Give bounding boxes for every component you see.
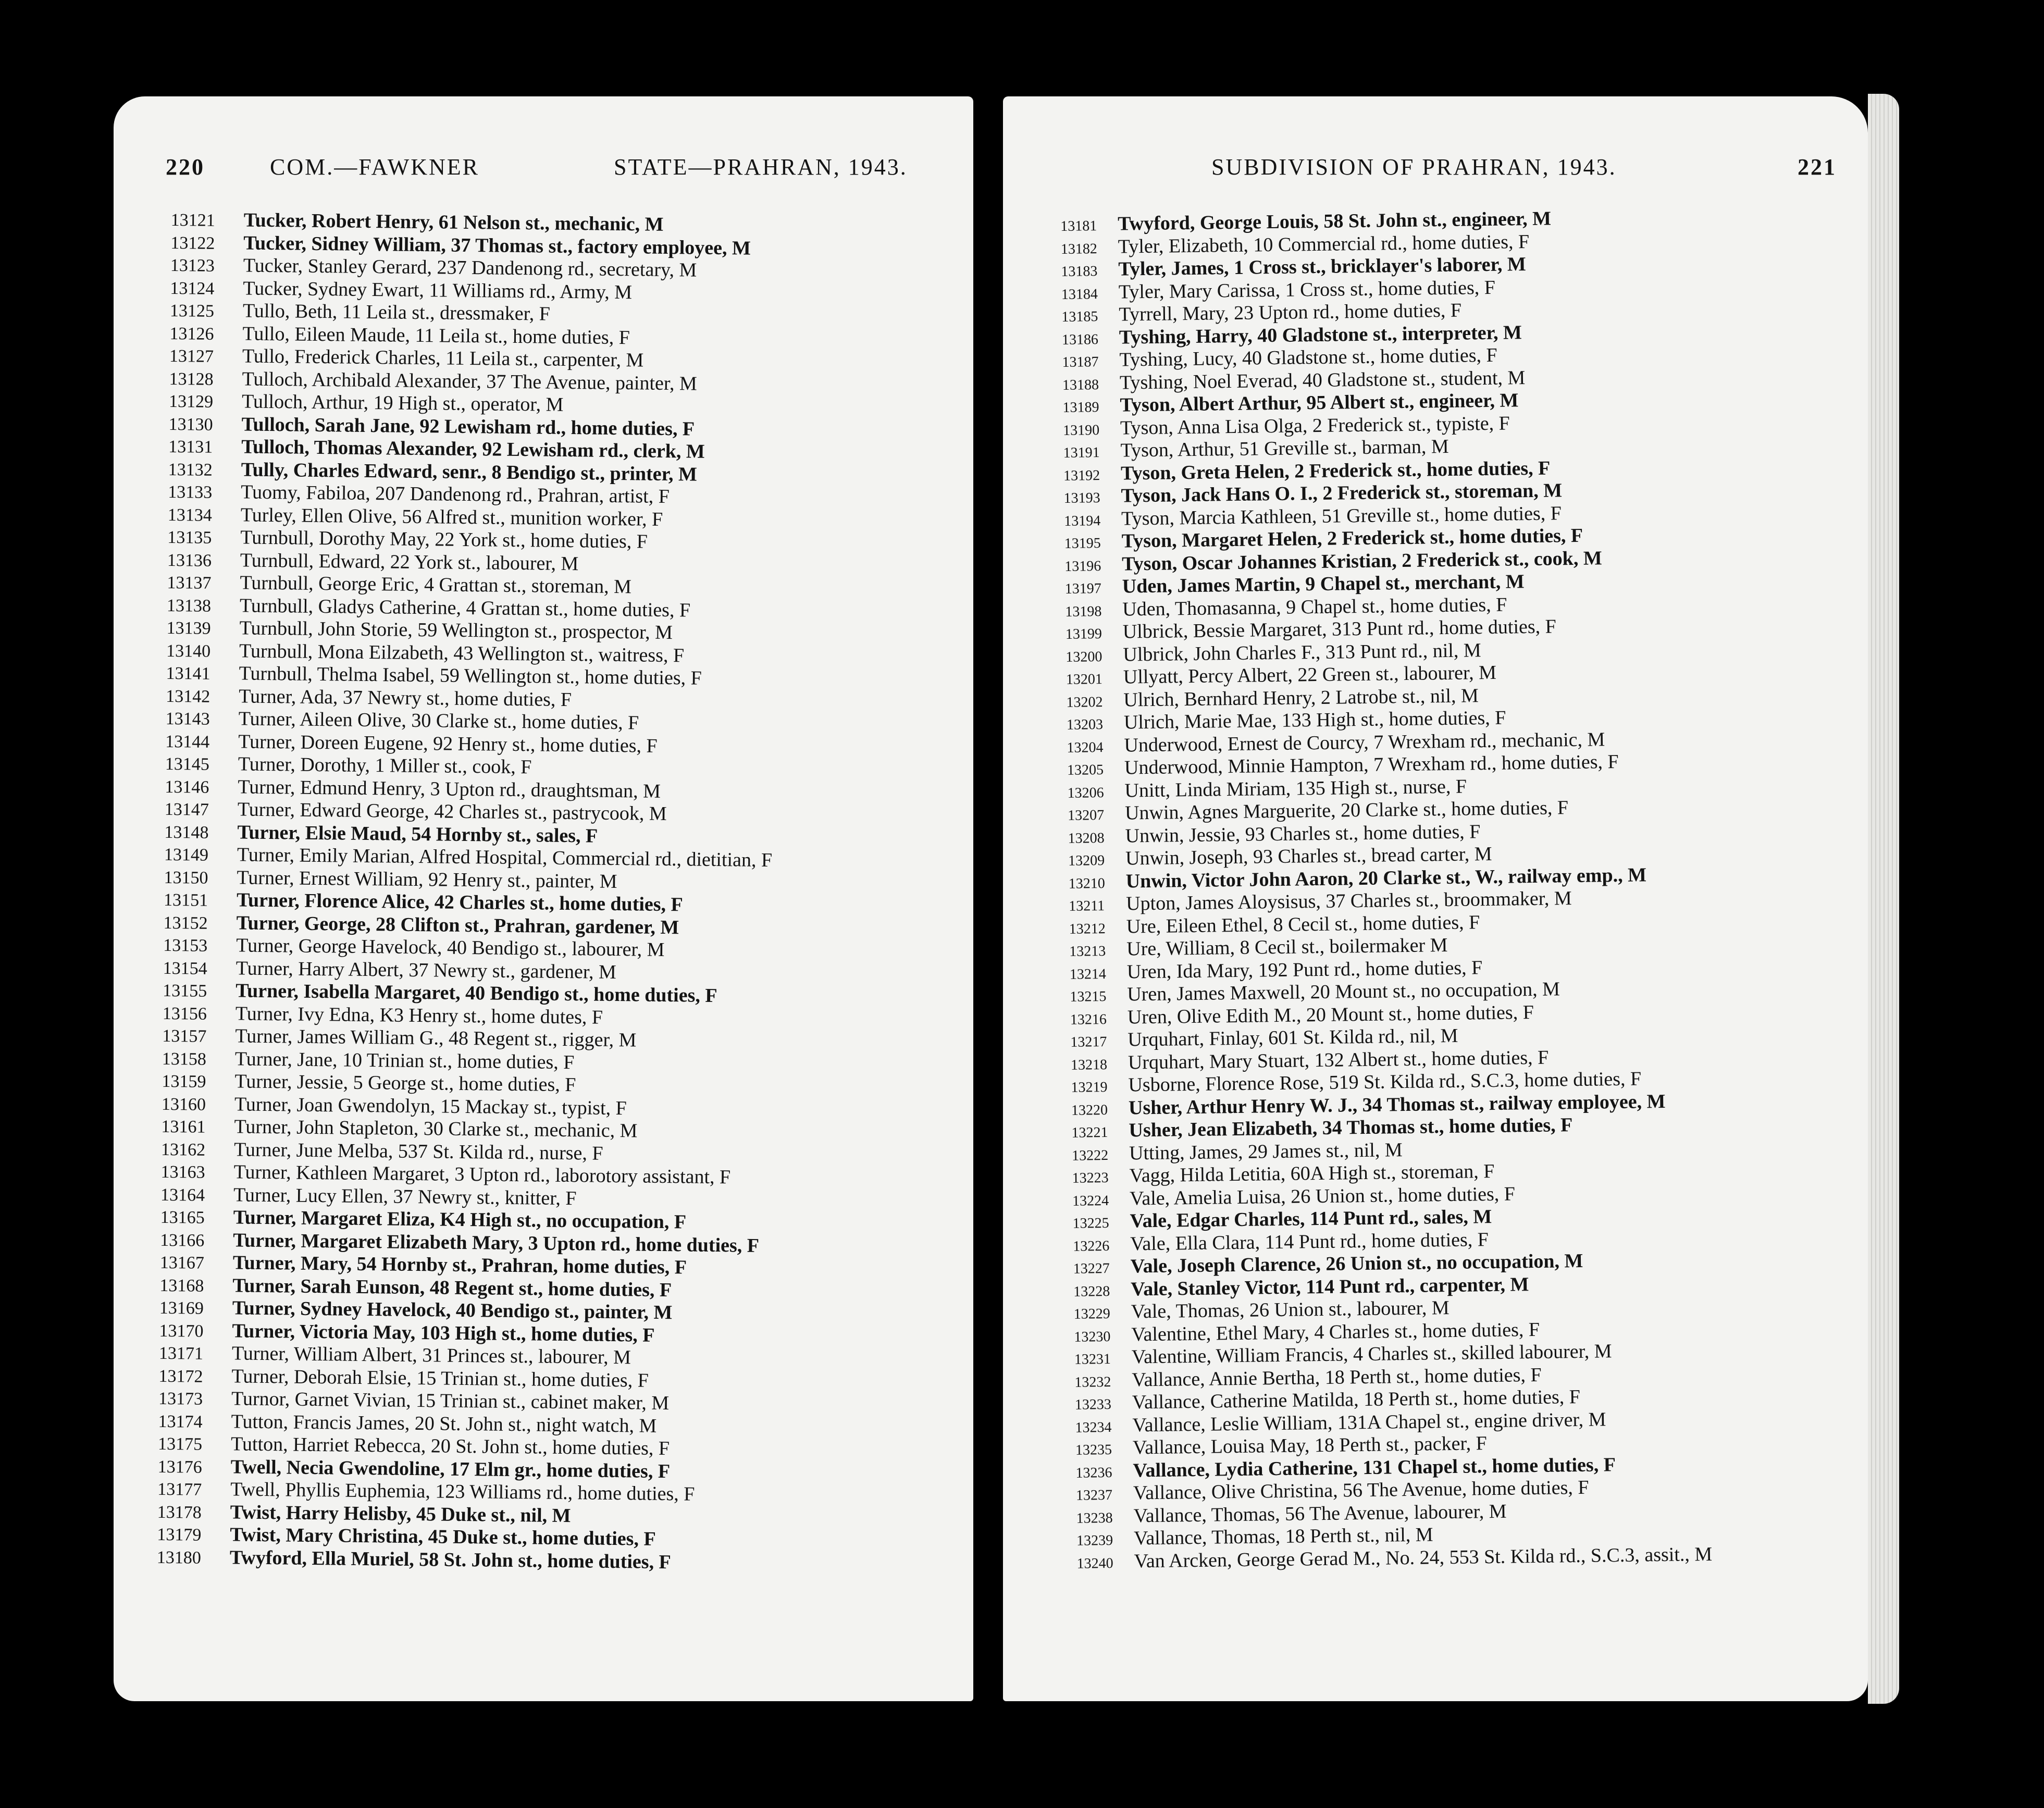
entry-text: Tyson, Margaret Helen, 2 Frederick st., home duties, F [1121, 524, 1583, 552]
entry-number: 13171 [158, 1343, 204, 1364]
entry-text: Vallance, Annie Bertha, 18 Perth st., home duties, F [1132, 1364, 1542, 1391]
entry-text: Tyson, Jack Hans O. I., 2 Frederick st., storeman, M [1121, 479, 1563, 507]
entry-text: Vallance, Louisa May, 18 Perth st., packer, F [1132, 1432, 1487, 1459]
entry-number: 13143 [165, 709, 210, 729]
entry-number: 13195 [1064, 535, 1101, 552]
entry-number: 13176 [157, 1457, 202, 1477]
entry-number: 13144 [165, 732, 210, 752]
entry-text: Uren, James Maxwell, 20 Mount st., no occupation, M [1127, 978, 1560, 1006]
entry-number: 13221 [1071, 1124, 1108, 1141]
entry-text: Twist, Harry Helisby, 45 Duke st., nil, M [230, 1501, 571, 1527]
entry-number: 13188 [1062, 376, 1099, 393]
entry-number: 13142 [166, 686, 210, 707]
entry-number: 13205 [1067, 762, 1104, 778]
entry-text: Turnbull, Edward, 22 York st., labourer, M [240, 549, 579, 575]
left-entry-list [157, 208, 958, 1577]
entry-text: Ulbrick, Bessie Margaret, 313 Punt rd., home duties, F [1122, 615, 1557, 643]
entry-text: Ulrich, Bernhard Henry, 2 Latrobe st., nil, M [1123, 684, 1479, 711]
entry-number: 13228 [1073, 1283, 1110, 1300]
entry-number: 13138 [166, 596, 212, 616]
entry-text: Urquhart, Finlay, 601 St. Kilda rd., nil, M [1128, 1024, 1458, 1051]
entry-number: 13158 [162, 1049, 207, 1069]
entry-text: Turner, Lucy Ellen, 37 Newry st., knitter, F [233, 1183, 577, 1209]
entry-text: Ulrich, Marie Mae, 133 High st., home duties, F [1123, 707, 1506, 734]
entry-text: Unwin, Agnes Marguerite, 20 Clarke st., home duties, F [1124, 797, 1569, 824]
entry-text: Tucker, Robert Henry, 61 Nelson st., mechanic, M [243, 209, 664, 236]
entry-number: 13236 [1075, 1464, 1112, 1481]
entry-text: Tyrrell, Mary, 23 Upton rd., home duties, F [1119, 299, 1462, 326]
entry-text: Tyshing, Harry, 40 Gladstone st., interpreter, M [1119, 321, 1522, 349]
left-page-number: 220 [166, 154, 205, 180]
entry-text: Tucker, Stanley Gerard, 237 Dandenong rd., secretary, M [243, 254, 697, 281]
entry-text: Van Arcken, George Gerad M., No. 24, 553 St. Kilda rd., S.C.3, assit., M [1134, 1543, 1713, 1572]
entry-text: Utting, James, 29 James st., nil, M [1129, 1138, 1403, 1165]
entry-text: Vallance, Catherine Matilda, 18 Perth st., home duties, F [1132, 1385, 1581, 1414]
entry-number: 13222 [1071, 1147, 1109, 1164]
entry-number: 13157 [162, 1026, 207, 1046]
entry-number: 13128 [169, 369, 214, 389]
entry-text: Vallance, Lydia Catherine, 131 Chapel st., home duties, F [1133, 1453, 1616, 1481]
entry-text: Upton, James Aloysisus, 37 Charles st., broommaker, M [1125, 887, 1572, 915]
entry-text: Turner, John Stapleton, 30 Clarke st., mechanic, M [234, 1116, 638, 1142]
entry-text: Twell, Necia Gwendoline, 17 Elm gr., home duties, F [230, 1455, 671, 1482]
entry-text: Turner, Isabella Margaret, 40 Bendigo st., home duties, F [236, 980, 717, 1007]
entry-text: Turner, Florence Alice, 42 Charles st., home duties, F [236, 889, 683, 916]
entry-number: 13229 [1073, 1305, 1110, 1322]
entry-number: 13193 [1063, 490, 1100, 506]
entry-number: 13231 [1074, 1351, 1111, 1368]
entry-number: 13139 [166, 618, 211, 638]
entry-number: 13224 [1072, 1192, 1109, 1209]
entry-text: Turner, Edmund Henry, 3 Upton rd., draughtsman, M [238, 775, 661, 802]
entry-text: Uden, James Martin, 9 Chapel st., merchant, M [1122, 571, 1525, 598]
entry-text: Tucker, Sydney Ewart, 11 Williams rd., Army, M [243, 277, 633, 303]
entry-text: Unwin, Victor John Aaron, 20 Clarke st., W., railway emp., M [1125, 863, 1647, 893]
entry-number: 13150 [164, 868, 208, 888]
entry-number: 13163 [160, 1162, 205, 1182]
entry-text: Ure, William, 8 Cecil st., boilermaker M [1126, 934, 1448, 960]
entry-text: Ulbrick, John Charles F., 313 Punt rd., nil, M [1123, 639, 1481, 666]
entry-text: Vale, Joseph Clarence, 26 Union st., no occupation, M [1130, 1249, 1583, 1278]
entry-text: Tyler, James, 1 Cross st., bricklayer's laborer, M [1118, 253, 1526, 280]
entry-number: 13170 [159, 1321, 204, 1341]
entry-text: Turner, Sydney Havelock, 40 Bendigo st., painter, M [232, 1297, 673, 1324]
entry-number: 13213 [1069, 943, 1106, 960]
entry-number: 13181 [1060, 218, 1097, 234]
entry-number: 13190 [1062, 422, 1100, 439]
entry-number: 13131 [168, 437, 213, 457]
entry-text: Tucker, Sidney William, 37 Thomas st., factory employee, M [243, 231, 751, 259]
entry-text: Vale, Amelia Luisa, 26 Union st., home duties, F [1129, 1182, 1516, 1210]
entry-number: 13218 [1070, 1056, 1108, 1073]
entry-text: Turley, Ellen Olive, 56 Alfred st., munition worker, F [240, 503, 663, 530]
entry-number: 13200 [1066, 648, 1102, 665]
entry-text: Twist, Mary Christina, 45 Duke st., home duties, F [230, 1524, 656, 1550]
entry-text: Tyshing, Lucy, 40 Gladstone st., home duties, F [1119, 344, 1497, 371]
entry-text: Turner, Aileen Olive, 30 Clarke st., home duties, F [238, 708, 639, 734]
entry-text: Turner, Ada, 37 Newry st., home duties, F [238, 685, 572, 711]
entry-text: Underwood, Minnie Hampton, 7 Wrexham rd., home duties, F [1124, 750, 1619, 779]
entry-text: Turner, Joan Gwendolyn, 15 Mackay st., typist, F [234, 1093, 627, 1119]
entry-number: 13206 [1067, 784, 1104, 801]
entry-number: 13238 [1076, 1509, 1113, 1527]
entry-text: Turner, James William G., 48 Regent st., rigger, M [235, 1025, 637, 1051]
entry-text: Tutton, Francis James, 20 St. John st., night watch, M [231, 1410, 657, 1437]
entry-text: Turner, Deborah Elsie, 15 Trinian st., home duties, F [231, 1365, 649, 1392]
right-page-header [1055, 154, 1837, 185]
entry-number: 13166 [160, 1230, 205, 1250]
entry-text: Valentine, Ethel Mary, 4 Charles st., home duties, F [1131, 1318, 1540, 1345]
entry-text: Tyshing, Noel Everad, 40 Gladstone st., student, M [1119, 366, 1526, 394]
entry-number: 13178 [157, 1502, 202, 1522]
entry-number: 13194 [1064, 512, 1101, 529]
entry-number: 13227 [1073, 1260, 1110, 1277]
entry-text: Turner, Doreen Eugene, 92 Henry st., home duties, F [238, 730, 658, 757]
entry-text: Tyler, Mary Carissa, 1 Cross st., home duties, F [1118, 276, 1496, 303]
entry-text: Uden, Thomasanna, 9 Chapel st., home duties, F [1122, 593, 1507, 621]
entry-number: 13220 [1071, 1101, 1108, 1119]
entry-number: 13162 [160, 1140, 206, 1160]
entry-number: 13182 [1060, 240, 1098, 257]
entry-number: 13121 [170, 210, 215, 230]
entry-number: 13154 [163, 958, 207, 979]
entry-text: Turner, Sarah Eunson, 48 Regent st., home duties, F [232, 1274, 672, 1301]
entry-number: 13186 [1061, 331, 1099, 348]
entry-number: 13175 [157, 1434, 203, 1454]
left-page [114, 96, 973, 1701]
entry-text: Turner, George, 28 Clifton st., Prahran, gardener, M [236, 911, 679, 938]
entry-number: 13127 [169, 346, 214, 366]
entry-text: Tulloch, Sarah Jane, 92 Lewisham rd., home duties, F [241, 413, 695, 440]
entry-text: Tuomy, Fabiloa, 207 Dandenong rd., Prahran, artist, F [241, 481, 670, 508]
entry-number: 13156 [162, 1004, 207, 1024]
book-gutter [973, 96, 1003, 1701]
entry-text: Tyson, Arthur, 51 Greville st., barman, M [1120, 435, 1449, 462]
entry-number: 13204 [1067, 739, 1104, 756]
entry-number: 13169 [159, 1298, 204, 1318]
entry-text: Valentine, William Francis, 4 Charles st., skilled labourer, M [1131, 1340, 1612, 1368]
entry-number: 13185 [1061, 308, 1098, 325]
entry-number: 13167 [159, 1253, 204, 1273]
entry-text: Turnbull, Gladys Catherine, 4 Grattan st., home duties, F [239, 594, 691, 621]
entry-number: 13146 [165, 777, 209, 797]
entry-text: Tyler, Elizabeth, 10 Commercial rd., home duties, F [1118, 230, 1530, 258]
left-page-header [166, 154, 942, 185]
entry-text: Turnbull, Thelma Isabel, 59 Wellington st., home duties, F [239, 662, 702, 689]
entry-number: 13161 [161, 1117, 206, 1137]
entry-text: Turnbull, George Eric, 4 Grattan st., storeman, M [240, 572, 632, 598]
entry-text: Vagg, Hilda Letitia, 60A High st., storeman, F [1129, 1160, 1495, 1187]
entry-number: 13239 [1076, 1532, 1113, 1549]
entry-number: 13197 [1064, 580, 1101, 597]
entry-text: Turner, Jane, 10 Trinian st., home duties, F [234, 1047, 575, 1073]
entry-text: Unwin, Joseph, 93 Charles st., bread carter, M [1125, 843, 1492, 870]
entry-number: 13151 [163, 890, 208, 910]
entry-number: 13217 [1070, 1034, 1107, 1050]
entry-number: 13226 [1073, 1237, 1110, 1255]
entry-number: 13141 [166, 663, 210, 684]
right-page-number: 221 [1798, 154, 1837, 180]
page-edges [1868, 94, 1899, 1704]
entry-number: 13123 [170, 255, 215, 276]
entry-number: 13133 [168, 482, 213, 502]
entry-number: 13215 [1070, 988, 1107, 1005]
entry-number: 13122 [170, 233, 215, 253]
entry-number: 13203 [1066, 716, 1104, 733]
entry-text: Tullo, Frederick Charles, 11 Leila st., carpenter, M [242, 345, 644, 371]
entry-number: 13183 [1061, 263, 1098, 280]
entry-number: 13149 [164, 845, 209, 865]
entry-number: 13225 [1072, 1215, 1109, 1232]
entry-number: 13136 [167, 550, 212, 571]
entry-text: Tulloch, Archibald Alexander, 37 The Avenue, painter, M [242, 367, 698, 395]
entry-text: Twell, Phyllis Euphemia, 123 Williams rd., home duties, F [230, 1478, 695, 1505]
entry-text: Turner, Margaret Eliza, K4 High st., no occupation, F [233, 1206, 687, 1233]
entry-number: 13202 [1066, 694, 1103, 711]
entry-text: Turnor, Garnet Vivian, 15 Trinian st., cabinet maker, M [231, 1388, 670, 1415]
entry-number: 13199 [1065, 626, 1102, 642]
entry-number: 13147 [164, 799, 209, 820]
entry-number: 13207 [1067, 807, 1105, 824]
entry-text: Vale, Edgar Charles, 114 Punt rd., sales, M [1130, 1206, 1492, 1232]
entry-number: 13126 [169, 324, 214, 344]
entry-number: 13148 [164, 822, 209, 843]
entry-text: Vallance, Olive Christina, 56 The Avenue, home duties, F [1133, 1476, 1589, 1504]
entry-number: 13184 [1061, 286, 1098, 303]
entry-number: 13155 [163, 981, 207, 1001]
right-page [1003, 96, 1868, 1701]
entry-text: Unitt, Linda Miriam, 135 High st., nurse, F [1124, 775, 1467, 802]
entry-number: 13198 [1065, 603, 1102, 620]
entry-number: 13192 [1063, 467, 1100, 484]
entry-number: 13174 [158, 1411, 203, 1432]
entry-text: Turner, William Albert, 31 Princes st., labourer, M [231, 1342, 631, 1369]
entry-text: Tyson, Oscar Johannes Kristian, 2 Frederick st., cook, M [1121, 547, 1602, 575]
entry-text: Vallance, Thomas, 18 Perth st., nil, M [1133, 1524, 1433, 1550]
entry-number: 13165 [160, 1207, 205, 1228]
entry-text: Turner, Victoria May, 103 High st., home duties, F [232, 1319, 655, 1346]
entry-number: 13219 [1071, 1079, 1108, 1096]
entry-text: Turnbull, John Storie, 59 Wellington st., prospector, M [239, 617, 673, 644]
entry-number: 13209 [1068, 852, 1105, 869]
entry-number: 13232 [1074, 1373, 1111, 1391]
entry-text: Turner, Ivy Edna, K3 Henry st., home dutes, F [235, 1002, 603, 1029]
entry-number: 13168 [159, 1275, 204, 1296]
entry-text: Urquhart, Mary Stuart, 132 Albert st., home duties, F [1128, 1046, 1549, 1074]
entry-text: Tyson, Marcia Kathleen, 51 Greville st., home duties, F [1121, 502, 1562, 530]
entry-number: 13187 [1062, 354, 1099, 370]
entry-number: 13145 [165, 754, 210, 774]
entry-text: Ullyatt, Percy Albert, 22 Green st., labourer, M [1123, 661, 1497, 688]
entry-text: Turner, Mary, 54 Hornby st., Prahran, home duties, F [232, 1252, 687, 1279]
entry-text: Twyford, George Louis, 58 St. John st., engineer, M [1117, 207, 1552, 235]
entry-number: 13223 [1072, 1170, 1109, 1186]
entry-number: 13196 [1064, 558, 1101, 575]
entry-number: 13211 [1069, 898, 1105, 914]
entry-text: Turner, Edward George, 42 Charles st., pastrycook, M [237, 798, 667, 825]
entry-number: 13230 [1074, 1328, 1111, 1345]
entry-text: Turner, June Melba, 537 St. Kilda rd., nurse, F [233, 1138, 603, 1165]
entry-text: Usher, Jean Elizabeth, 34 Thomas st., home duties, F [1129, 1114, 1573, 1142]
entry-number: 13160 [161, 1094, 206, 1114]
entry-text: Turner, Dorothy, 1 Miller st., cook, F [238, 753, 532, 778]
entry-number: 13237 [1075, 1487, 1113, 1504]
entry-number: 13214 [1069, 965, 1107, 983]
entry-text: Tully, Charles Edward, senr., 8 Bendigo st., printer, M [241, 458, 698, 486]
entry-text: Tullo, Beth, 11 Leila st., dressmaker, F [242, 300, 551, 325]
entry-text: Turner, George Havelock, 40 Bendigo st., labourer, M [236, 934, 665, 961]
entry-text: Vallance, Thomas, 56 The Avenue, labourer, M [1133, 1500, 1507, 1527]
entry-number: 13208 [1068, 829, 1105, 847]
entry-text: Turner, Elsie Maud, 54 Hornby st., sales, F [237, 821, 598, 847]
right-header-title: SUBDIVISION OF PRAHRAN, 1943. [1211, 154, 1617, 180]
right-entry-list [1060, 204, 1869, 1573]
entry-number: 13189 [1062, 399, 1099, 416]
entry-number: 13180 [156, 1547, 202, 1568]
entry-text: Uren, Olive Edith M., 20 Mount st., home duties, F [1127, 1001, 1534, 1029]
entry-text: Vale, Thomas, 26 Union st., labourer, M [1131, 1297, 1450, 1323]
entry-text: Tulloch, Thomas Alexander, 92 Lewisham rd., clerk, M [241, 436, 705, 463]
entry-text: Turner, Kathleen Margaret, 3 Upton rd., laborotory assistant, F [233, 1161, 731, 1188]
entry-text: Turner, Margaret Elizabeth Mary, 3 Upton rd., home duties, F [233, 1229, 760, 1257]
entry-number: 13172 [158, 1366, 203, 1386]
entry-number: 13164 [160, 1185, 205, 1205]
left-header-subtitle: STATE—PRAHRAN, 1943. [614, 154, 908, 180]
entry-number: 13135 [167, 527, 212, 548]
entry-number: 13201 [1066, 671, 1103, 688]
entry-text: Tutton, Harriet Rebecca, 20 St. John st., home duties, F [230, 1433, 670, 1460]
entry-text: Uren, Ida Mary, 192 Punt rd., home duties, F [1126, 956, 1483, 983]
entry-number: 13177 [157, 1479, 202, 1500]
left-header-title: COM.—FAWKNER [270, 154, 480, 180]
entry-number: 13132 [168, 460, 213, 480]
entry-text: Vale, Ella Clara, 114 Punt rd., home duties, F [1130, 1228, 1489, 1255]
entry-number: 13129 [168, 391, 214, 412]
entry-number: 13140 [166, 641, 211, 661]
entry-number: 13179 [157, 1525, 202, 1545]
entry-number: 13137 [167, 573, 212, 593]
entry-number: 13234 [1075, 1419, 1112, 1436]
entry-text: Tyson, Greta Helen, 2 Frederick st., home duties, F [1120, 457, 1551, 485]
entry-number: 13130 [168, 414, 213, 435]
entry-number: 13153 [163, 935, 208, 956]
entry-text: Tyson, Albert Arthur, 95 Albert st., engineer, M [1120, 389, 1519, 416]
entry-text: Turner, Jessie, 5 George st., home duties, F [234, 1070, 576, 1096]
entry-number: 13216 [1070, 1011, 1107, 1028]
entry-text: Unwin, Jessie, 93 Charles st., home duties, F [1125, 820, 1481, 847]
entry-text: Usher, Arthur Henry W. J., 34 Thomas st., railway employee, M [1128, 1090, 1666, 1119]
entry-number: 13235 [1075, 1441, 1112, 1458]
entry-text: Vallance, Leslie William, 131A Chapel st., engine driver, M [1132, 1408, 1606, 1436]
entry-number: 13233 [1074, 1396, 1112, 1413]
entry-number: 13210 [1068, 875, 1105, 892]
entry-number: 13152 [163, 913, 208, 933]
entry-text: Turner, Emily Marian, Alfred Hospital, Commercial rd., dietitian, F [237, 844, 773, 872]
entry-number: 13159 [162, 1071, 206, 1092]
entry-text: Tyson, Anna Lisa Olga, 2 Frederick st., typiste, F [1120, 412, 1510, 439]
entry-text: Tulloch, Arthur, 19 High st., operator, M [241, 390, 564, 416]
entry-number: 13173 [158, 1389, 203, 1409]
entry-text: Twyford, Ella Muriel, 58 St. John st., home duties, F [229, 1546, 672, 1573]
entry-text: Turner, Ernest William, 92 Henry st., painter, M [237, 866, 617, 893]
entry-number: 13212 [1069, 920, 1106, 937]
entry-text: Ure, Eileen Ethel, 8 Cecil st., home duties, F [1126, 911, 1480, 938]
entry-number: 13125 [169, 301, 215, 321]
entry-text: Vale, Stanley Victor, 114 Punt rd., carpenter, M [1130, 1273, 1529, 1301]
entry-number: 13240 [1076, 1555, 1113, 1572]
entry-number: 13124 [170, 278, 215, 299]
entry-text: Turnbull, Mona Eilzabeth, 43 Wellington st., waitress, F [239, 639, 685, 666]
entry-text: Tullo, Eileen Maude, 11 Leila st., home duties, F [242, 322, 630, 349]
entry-number: 13191 [1063, 444, 1100, 461]
entry-number: 13134 [167, 505, 213, 525]
entry-text: Turnbull, Dorothy May, 22 York st., home duties, F [240, 526, 648, 553]
entry-text: Underwood, Ernest de Courcy, 7 Wrexham rd., mechanic, M [1124, 728, 1605, 757]
entry-text: Usborne, Florence Rose, 519 St. Kilda rd., S.C.3, home duties, F [1128, 1068, 1642, 1096]
entry-text: Turner, Harry Albert, 37 Newry st., gardener, M [236, 957, 616, 983]
